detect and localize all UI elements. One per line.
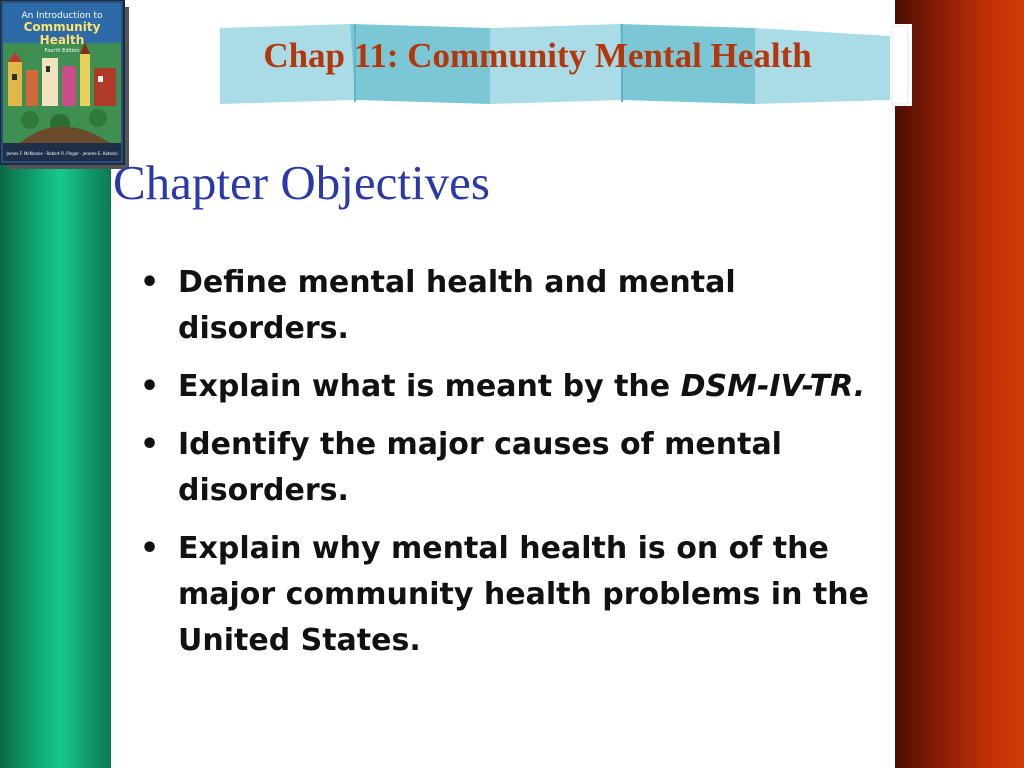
bullet-icon: • [140,427,160,462]
title-banner [220,24,912,106]
objective-item [140,422,875,514]
objective-item [140,260,875,352]
slide-heading: Chapter Objectives [113,155,490,210]
objective-text: Explain what is meant by the [178,369,681,404]
book-line3: Health [39,33,85,47]
objective-text: Explain why mental health is on of the major community health problems in the United States. [178,531,869,658]
book-line1: An Introduction to [21,11,103,21]
right-decorative-bar [895,0,1024,768]
objective-item [140,364,875,410]
bullet-icon: • [140,369,160,404]
book-authors: James F. McKenzie · Robert R. Pinger · Jerome E. Kotecki [6,151,118,156]
objective-text: Define mental health and mental disorders. [178,265,736,346]
bullet-icon: • [140,531,160,566]
objective-item [140,526,875,664]
book-cover-image [0,0,130,170]
objective-italic-term: DSM-IV-TR. [680,369,866,404]
book-edition: Fourth Edition [44,48,80,54]
objective-text: Identify the major causes of mental disorders. [178,427,782,508]
banner-title: Chap 11: Community Mental Health [263,36,812,75]
bullet-icon: • [140,265,160,300]
objectives-list [140,260,875,676]
book-line2: Community [23,20,101,34]
